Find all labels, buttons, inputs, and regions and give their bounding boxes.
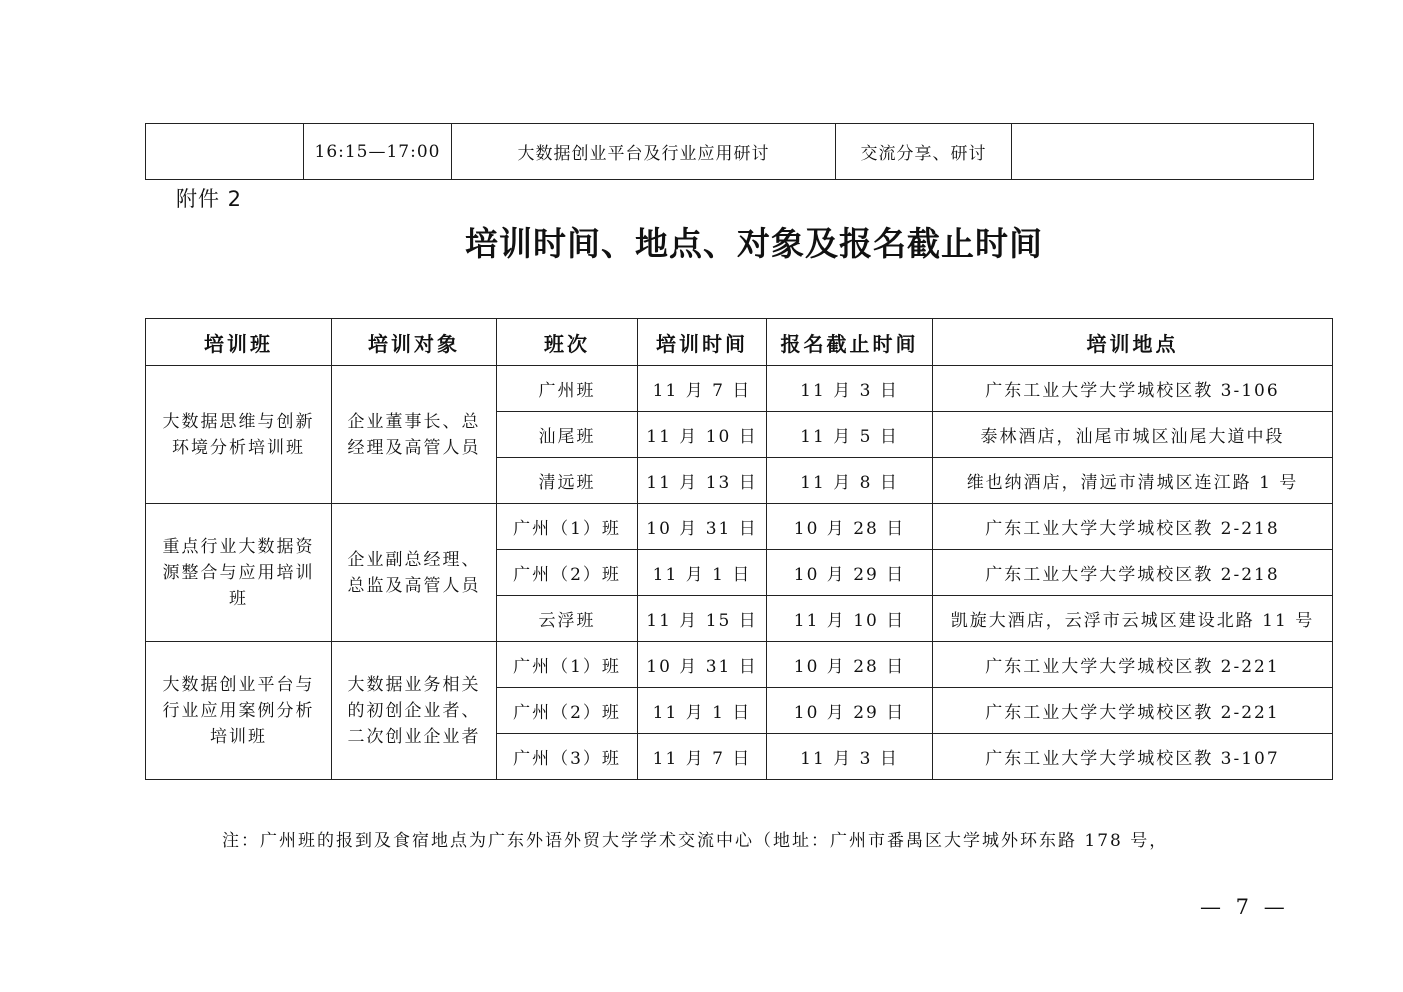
date-cell: 10 月 31 日: [638, 504, 767, 550]
course-name: 重点行业大数据资源整合与应用培训班: [146, 504, 332, 642]
attachment-label: 附件 2: [176, 187, 243, 211]
class-cell: 云浮班: [497, 596, 638, 642]
footnote: 注：广州班的报到及食宿地点为广东外语外贸大学学术交流中心（地址：广州市番禺区大学城外环东路 178 号，: [222, 831, 1169, 851]
date-cell: 11 月 7 日: [638, 366, 767, 412]
course-name: 大数据思维与创新环境分析培训班: [146, 366, 332, 504]
location-cell: 广东工业大学大学城校区教 3-107: [933, 734, 1333, 780]
location-cell: 泰林酒店，汕尾市城区汕尾大道中段: [933, 412, 1333, 458]
deadline-cell: 11 月 10 日: [767, 596, 933, 642]
schedule-empty-cell: [146, 124, 304, 180]
audience-cell: 企业副总经理、总监及高管人员: [332, 504, 497, 642]
header-course: 培训班: [146, 319, 332, 366]
schedule-topic-cell: 大数据创业平台及行业应用研讨: [452, 124, 836, 180]
page-number: — 7 —: [1200, 895, 1289, 919]
deadline-cell: 10 月 28 日: [767, 642, 933, 688]
table-row: [146, 124, 1314, 180]
deadline-cell: 11 月 3 日: [767, 366, 933, 412]
location-cell: 广东工业大学大学城校区教 3-106: [933, 366, 1333, 412]
date-cell: 11 月 13 日: [638, 458, 767, 504]
location-cell: 维也纳酒店，清远市清城区连江路 1 号: [933, 458, 1333, 504]
class-cell: 广州（1）班: [497, 504, 638, 550]
schedule-empty-cell: [1012, 124, 1314, 180]
class-cell: 广州（3）班: [497, 734, 638, 780]
table-header-row: [146, 319, 1333, 366]
page-title: 培训时间、地点、对象及报名截止时间: [465, 224, 1043, 263]
deadline-cell: 10 月 28 日: [767, 504, 933, 550]
header-deadline: 报名截止时间: [767, 319, 933, 366]
schedule-continuation-table: [145, 123, 1314, 180]
header-date: 培训时间: [638, 319, 767, 366]
deadline-cell: 11 月 5 日: [767, 412, 933, 458]
date-cell: 11 月 1 日: [638, 688, 767, 734]
table-row: [146, 642, 1333, 688]
schedule-format-cell: 交流分享、研讨: [836, 124, 1012, 180]
class-cell: 广州（2）班: [497, 550, 638, 596]
schedule-time-cell: 16:15—17:00: [304, 124, 452, 180]
audience-cell: 大数据业务相关的初创企业者、二次创业企业者: [332, 642, 497, 780]
date-cell: 11 月 10 日: [638, 412, 767, 458]
class-cell: 广州（1）班: [497, 642, 638, 688]
class-cell: 广州班: [497, 366, 638, 412]
deadline-cell: 10 月 29 日: [767, 550, 933, 596]
date-cell: 11 月 7 日: [638, 734, 767, 780]
course-name: 大数据创业平台与行业应用案例分析培训班: [146, 642, 332, 780]
class-cell: 广州（2）班: [497, 688, 638, 734]
date-cell: 11 月 1 日: [638, 550, 767, 596]
date-cell: 11 月 15 日: [638, 596, 767, 642]
training-schedule-table: [145, 318, 1333, 780]
audience-cell: 企业董事长、总经理及高管人员: [332, 366, 497, 504]
table-row: [146, 504, 1333, 550]
date-cell: 10 月 31 日: [638, 642, 767, 688]
location-cell: 广东工业大学大学城校区教 2-221: [933, 642, 1333, 688]
location-cell: 凯旋大酒店，云浮市云城区建设北路 11 号: [933, 596, 1333, 642]
header-audience: 培训对象: [332, 319, 497, 366]
location-cell: 广东工业大学大学城校区教 2-218: [933, 504, 1333, 550]
location-cell: 广东工业大学大学城校区教 2-218: [933, 550, 1333, 596]
deadline-cell: 11 月 3 日: [767, 734, 933, 780]
location-cell: 广东工业大学大学城校区教 2-221: [933, 688, 1333, 734]
deadline-cell: 10 月 29 日: [767, 688, 933, 734]
header-class: 班次: [497, 319, 638, 366]
deadline-cell: 11 月 8 日: [767, 458, 933, 504]
header-location: 培训地点: [933, 319, 1333, 366]
class-cell: 清远班: [497, 458, 638, 504]
class-cell: 汕尾班: [497, 412, 638, 458]
table-row: [146, 366, 1333, 412]
